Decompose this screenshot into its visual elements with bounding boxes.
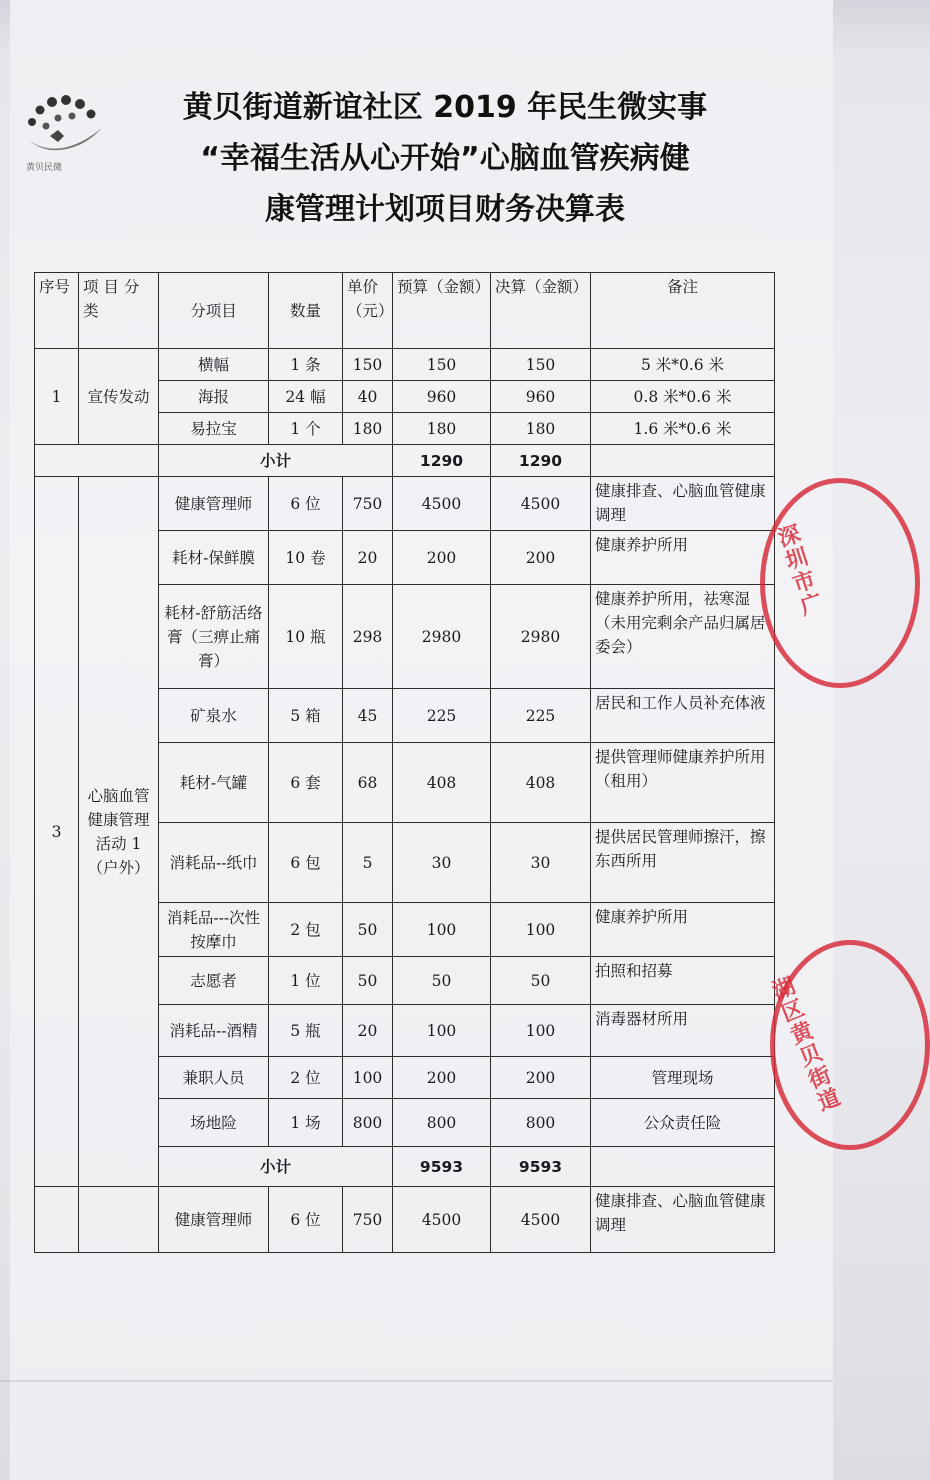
cell-price: 40: [343, 381, 393, 413]
table-row: [35, 477, 775, 531]
cell-item: 消耗品---次性按摩巾: [159, 903, 269, 957]
cell-final: 100: [491, 903, 591, 957]
document-title: [115, 82, 775, 235]
cell-budget: 408: [393, 743, 491, 823]
cell-qty: 5 瓶: [269, 1005, 343, 1057]
cell-qty: 1 场: [269, 1099, 343, 1147]
seal-text-bottom: 湖区黄贝街道: [765, 973, 844, 1117]
cell-item: 消耗品--纸巾: [159, 823, 269, 903]
cell-price: 20: [343, 1005, 393, 1057]
subtotal-final: 1290: [491, 445, 591, 477]
cell-budget: 960: [393, 381, 491, 413]
header-seq: 序号: [35, 273, 79, 349]
title-line-3: 康管理计划项目财务决算表: [265, 192, 625, 227]
cell-price: 800: [343, 1099, 393, 1147]
cell-qty: 2 位: [269, 1057, 343, 1099]
cell-final: 960: [491, 381, 591, 413]
cell-note: 1.6 米*0.6 米: [591, 413, 775, 445]
official-seal-bottom: [765, 940, 930, 1150]
header-item: 分项目: [159, 273, 269, 349]
cell-item: 健康管理师: [159, 1187, 269, 1253]
cell-qty: 6 位: [269, 1187, 343, 1253]
cell-final: 2980: [491, 585, 591, 689]
cell-item: 志愿者: [159, 957, 269, 1005]
cell-final: 225: [491, 689, 591, 743]
subtotal-budget: 9593: [393, 1147, 491, 1187]
subtotal-final: 9593: [491, 1147, 591, 1187]
subtotal-budget: 1290: [393, 445, 491, 477]
group2-seq: 3: [35, 477, 79, 1187]
finance-table: [34, 272, 775, 1253]
cell-budget: 100: [393, 1005, 491, 1057]
cell-qty: 10 卷: [269, 531, 343, 585]
cell-item: 横幅: [159, 349, 269, 381]
cell-qty: 1 个: [269, 413, 343, 445]
group2-category: 心脑血管健康管理活动 1（户外）: [79, 477, 159, 1187]
cell-price: 50: [343, 957, 393, 1005]
cell-budget: 200: [393, 1057, 491, 1099]
group1-category: 宣传发动: [79, 349, 159, 445]
subtotal-label: 小计: [159, 1147, 393, 1187]
cell-note: 居民和工作人员补充体液: [591, 689, 775, 743]
cell-final: 4500: [491, 1187, 591, 1253]
table-row: [35, 1187, 775, 1253]
cell-price: 298: [343, 585, 393, 689]
subtotal-row: [35, 445, 775, 477]
header-note: 备注: [591, 273, 775, 349]
cell-item: 消耗品--酒精: [159, 1005, 269, 1057]
cell-note: 健康排查、心脑血管健康调理: [591, 1187, 775, 1253]
header-category: 项 目 分类: [79, 273, 159, 349]
cell-item: 健康管理师: [159, 477, 269, 531]
cell-price: 20: [343, 531, 393, 585]
cell-note: 5 米*0.6 米: [591, 349, 775, 381]
cell-final: 50: [491, 957, 591, 1005]
cell-note: 健康养护所用: [591, 903, 775, 957]
cell-note: 管理现场: [591, 1057, 775, 1099]
table-row: [35, 349, 775, 381]
cell-budget: 225: [393, 689, 491, 743]
cell-budget: 4500: [393, 477, 491, 531]
cell-budget: 150: [393, 349, 491, 381]
cell-price: 50: [343, 903, 393, 957]
cell-budget: 100: [393, 903, 491, 957]
header-budget: 预算（金额）: [393, 273, 491, 349]
cell-final: 408: [491, 743, 591, 823]
cell-final: 800: [491, 1099, 591, 1147]
cell-final: 180: [491, 413, 591, 445]
cell-note: 健康养护所用: [591, 531, 775, 585]
community-logo: [20, 92, 110, 182]
cell-qty: 5 箱: [269, 689, 343, 743]
logo-caption: 黄贝民微: [26, 163, 63, 173]
cell-price: 5: [343, 823, 393, 903]
cell-note: 提供管理师健康养护所用（租用）: [591, 743, 775, 823]
cell-note: 拍照和招募: [591, 957, 775, 1005]
header-row: [35, 273, 775, 349]
cell-final: 30: [491, 823, 591, 903]
header-final: 决算（金额）: [491, 273, 591, 349]
cell-price: 68: [343, 743, 393, 823]
logo-graphic: [20, 92, 110, 162]
cell-item: 矿泉水: [159, 689, 269, 743]
cell-price: 100: [343, 1057, 393, 1099]
cell-budget: 4500: [393, 1187, 491, 1253]
cell-price: 750: [343, 477, 393, 531]
cell-budget: 30: [393, 823, 491, 903]
cell-item: 耗材-保鲜膜: [159, 531, 269, 585]
cell-price: 45: [343, 689, 393, 743]
cell-final: 4500: [491, 477, 591, 531]
cell-qty: 6 包: [269, 823, 343, 903]
seal-text-top: 深圳市广: [771, 521, 826, 621]
cell-qty: 6 位: [269, 477, 343, 531]
paper-fold-line: [0, 1380, 833, 1382]
cell-item: 耗材-舒筋活络膏（三痹止痛膏）: [159, 585, 269, 689]
cell-note: 消毒器材所用: [591, 1005, 775, 1057]
cell-budget: 800: [393, 1099, 491, 1147]
subtotal-label: 小计: [159, 445, 393, 477]
cell-final: 200: [491, 1057, 591, 1099]
cell-qty: 24 幅: [269, 381, 343, 413]
official-seal-top: [760, 478, 920, 688]
cell-budget: 2980: [393, 585, 491, 689]
title-line-1: 黄贝街道新谊社区 2019 年民生微实事: [182, 90, 708, 125]
cell-final: 150: [491, 349, 591, 381]
title-line-2: “幸福生活从心开始”心脑血管疾病健: [200, 141, 690, 176]
cell-price: 180: [343, 413, 393, 445]
cell-qty: 1 条: [269, 349, 343, 381]
cell-item: 耗材-气罐: [159, 743, 269, 823]
cell-note: 提供居民管理师擦汗，擦东西所用: [591, 823, 775, 903]
group1-seq: 1: [35, 349, 79, 445]
header-price: 单价（元）: [343, 273, 393, 349]
cell-item: 场地险: [159, 1099, 269, 1147]
cell-qty: 6 套: [269, 743, 343, 823]
cell-note: 健康排查、心脑血管健康调理: [591, 477, 775, 531]
cell-price: 750: [343, 1187, 393, 1253]
cell-budget: 50: [393, 957, 491, 1005]
cell-final: 100: [491, 1005, 591, 1057]
cell-qty: 2 包: [269, 903, 343, 957]
cell-note: 公众责任险: [591, 1099, 775, 1147]
cell-note: 健康养护所用，祛寒湿（未用完剩余产品归属居委会）: [591, 585, 775, 689]
cell-budget: 200: [393, 531, 491, 585]
header-qty: 数量: [269, 273, 343, 349]
cell-item: 海报: [159, 381, 269, 413]
cell-qty: 1 位: [269, 957, 343, 1005]
cell-final: 200: [491, 531, 591, 585]
cell-qty: 10 瓶: [269, 585, 343, 689]
cell-price: 150: [343, 349, 393, 381]
cell-note: 0.8 米*0.6 米: [591, 381, 775, 413]
cell-item: 易拉宝: [159, 413, 269, 445]
cell-item: 兼职人员: [159, 1057, 269, 1099]
cell-budget: 180: [393, 413, 491, 445]
